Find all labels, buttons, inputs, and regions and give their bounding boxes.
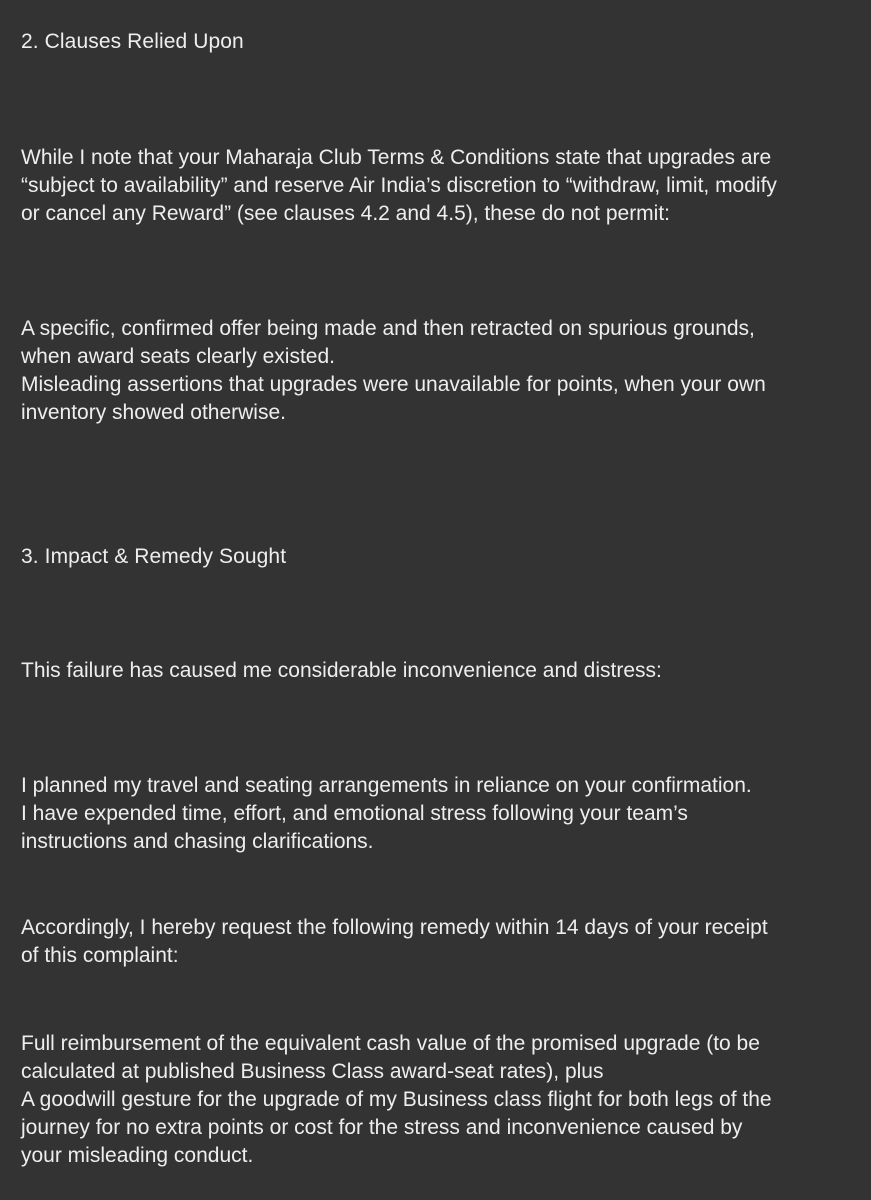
section-heading-clauses: 2. Clauses Relied Upon: [21, 30, 244, 53]
paragraph-line: I have expended time, effort, and emotional stress following your team’s: [21, 802, 688, 825]
paragraph-line: Full reimbursement of the equivalent cash value of the promised upgrade (to be: [21, 1032, 760, 1055]
paragraph-line: or cancel any Reward” (see clauses 4.2 and 4.5), these do not permit:: [21, 202, 671, 225]
paragraph-line: “subject to availability” and reserve Air India’s discretion to “withdraw, limit, modify: [21, 174, 777, 197]
paragraph-line: when award seats clearly existed.: [21, 345, 335, 368]
paragraph-line: calculated at published Business Class award-seat rates), plus: [21, 1060, 604, 1083]
paragraph-line: journey for no extra points or cost for the stress and inconvenience caused by: [21, 1116, 743, 1139]
section-heading-impact: 3. Impact & Remedy Sought: [21, 545, 287, 568]
paragraph-line: A specific, confirmed offer being made and then retracted on spurious grounds,: [21, 317, 755, 340]
paragraph-line: your misleading conduct.: [21, 1144, 254, 1167]
paragraph-line: Misleading assertions that upgrades were unavailable for points, when your own: [21, 373, 766, 396]
paragraph-line: of this complaint:: [21, 944, 179, 967]
paragraph-line: While I note that your Maharaja Club Terms & Conditions state that upgrades are: [21, 146, 772, 169]
paragraph-line: This failure has caused me considerable inconvenience and distress:: [21, 659, 662, 682]
paragraph-line: inventory showed otherwise.: [21, 401, 286, 424]
paragraph-line: instructions and chasing clarifications.: [21, 830, 374, 853]
paragraph-line: Accordingly, I hereby request the following remedy within 14 days of your receipt: [21, 916, 768, 939]
paragraph-line: A goodwill gesture for the upgrade of my Business class flight for both legs of the: [21, 1088, 772, 1111]
paragraph-line: I planned my travel and seating arrangements in reliance on your confirmation.: [21, 774, 752, 797]
